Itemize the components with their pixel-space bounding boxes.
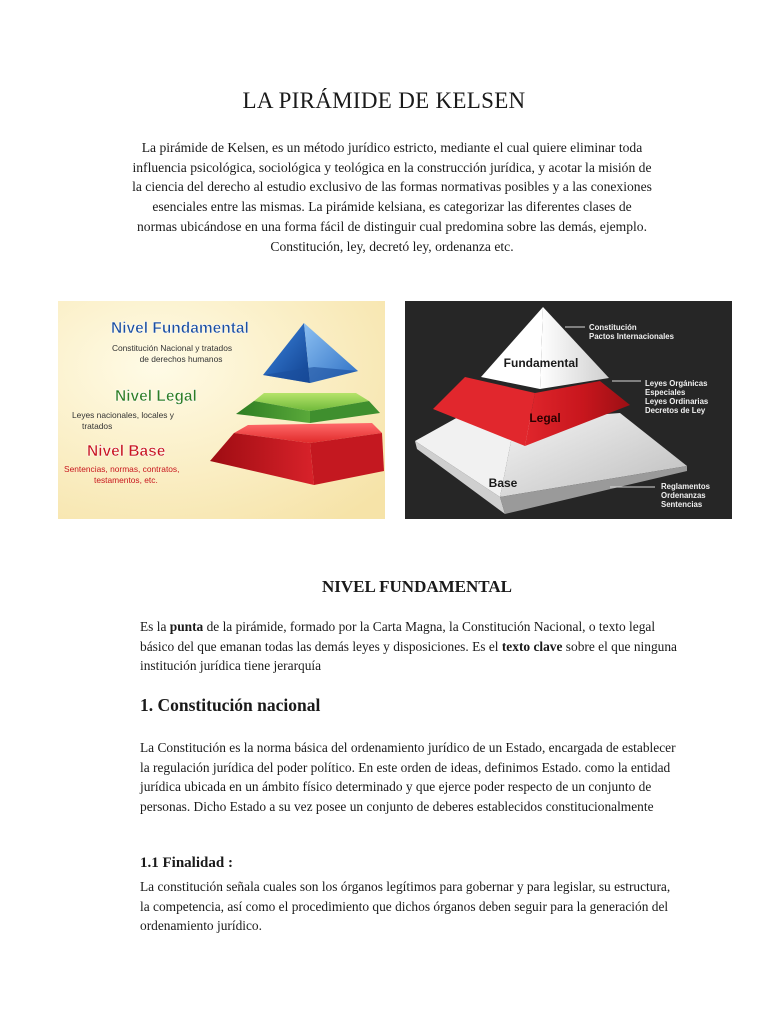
note-ordenanzas: Ordenanzas (661, 491, 706, 500)
label-base-desc-1: Sentencias, normas, contratos, (64, 464, 180, 474)
subheading-finalidad: 1.1 Finalidad : (140, 855, 233, 871)
para-bold-punta: punta (169, 619, 204, 634)
para-bold-texto-clave: texto clave (501, 638, 563, 654)
paragraph-finalidad: La constitución señala cuales son los órganos legítimos para gobernar y para legislar, su estructura, la competencia, así como el procedimiento que dichos órganos deben seguir para la generación del ordenamiento jurídico. (140, 879, 671, 934)
label-fundamental: Fundamental (503, 356, 579, 370)
intro-paragraph: La pirámide de Kelsen, es un método jurídico estricto, mediante el cual quiere eliminar toda influencia psicológica, sociológica y teológica en la construcción jurídica, y acotar la misión de la ciencia del derecho al estudio exclusivo de las formas normativas posibles y a las conexiones esenciales entre las mismas. La pirámide kelsiana, es categorizar las diferentes clases de normas ubicándose en una forma fácil de distinguir cual predomina sobre las demás, ejemplo. Constitución, ley, decretó ley, ordenanza etc. (132, 140, 652, 254)
note-especiales: Especiales (645, 388, 686, 397)
label-legal-desc-1: Leyes nacionales, locales y (72, 410, 174, 420)
label-nivel-fundamental: Nivel Fundamental (111, 320, 249, 337)
document-title: LA PIRÁMIDE DE KELSEN (242, 88, 526, 113)
note-sentencias: Sentencias (661, 500, 703, 509)
note-leyes-ordinarias: Leyes Ordinarias (645, 397, 709, 406)
section-paragraph (140, 617, 678, 676)
label-fund-desc-1: Constitución Nacional y tratados (111, 343, 233, 353)
note-leyes-organicas: Leyes Orgánicas (645, 379, 708, 388)
label-nivel-legal: Nivel Legal (115, 388, 197, 405)
label-nivel-base: Nivel Base (87, 443, 166, 460)
pyramid-figure-dark (405, 301, 732, 519)
section-heading: NIVEL FUNDAMENTAL (321, 577, 512, 596)
pyramid-figure-colored (58, 301, 385, 519)
para-text: Es la (140, 619, 170, 634)
para-text: de la pirámide, formado por la Carta Magna, la Constitución Nacional, o texto legal básico del que emanan todas las demás leyes y disposiciones. Es el (140, 619, 656, 654)
label-base-desc-2: testamentos, etc. (94, 475, 158, 485)
subheading-constitucion: 1. Constitución nacional (140, 695, 321, 715)
paragraph-constitucion: La Constitución es la norma básica del ordenamiento jurídico de un Estado, encargada de establecer la regulación jurídica del poder político. En este orden de ideas, definimos Estado. como la entidad jurídica ubicada en un ámbito físico determinado y que ejerce poder respecto de un conjunto de personas. Dicho Estado a su vez posee un conjunto de deberes establecidos constitucionalmente (140, 740, 676, 814)
label-base: Base (488, 476, 518, 490)
label-legal: Legal (529, 411, 561, 425)
label-fund-desc-2: de derechos humanos (139, 354, 223, 364)
label-legal-desc-2: tratados (82, 421, 113, 431)
note-constitucion: Constitución (589, 323, 637, 332)
note-pactos: Pactos Internacionales (589, 332, 674, 341)
note-reglamentos: Reglamentos (661, 482, 710, 491)
note-decretos: Decretos de Ley (645, 406, 706, 415)
para-text: sobre el que ninguna institución jurídica tiene jerarquía (140, 638, 677, 674)
